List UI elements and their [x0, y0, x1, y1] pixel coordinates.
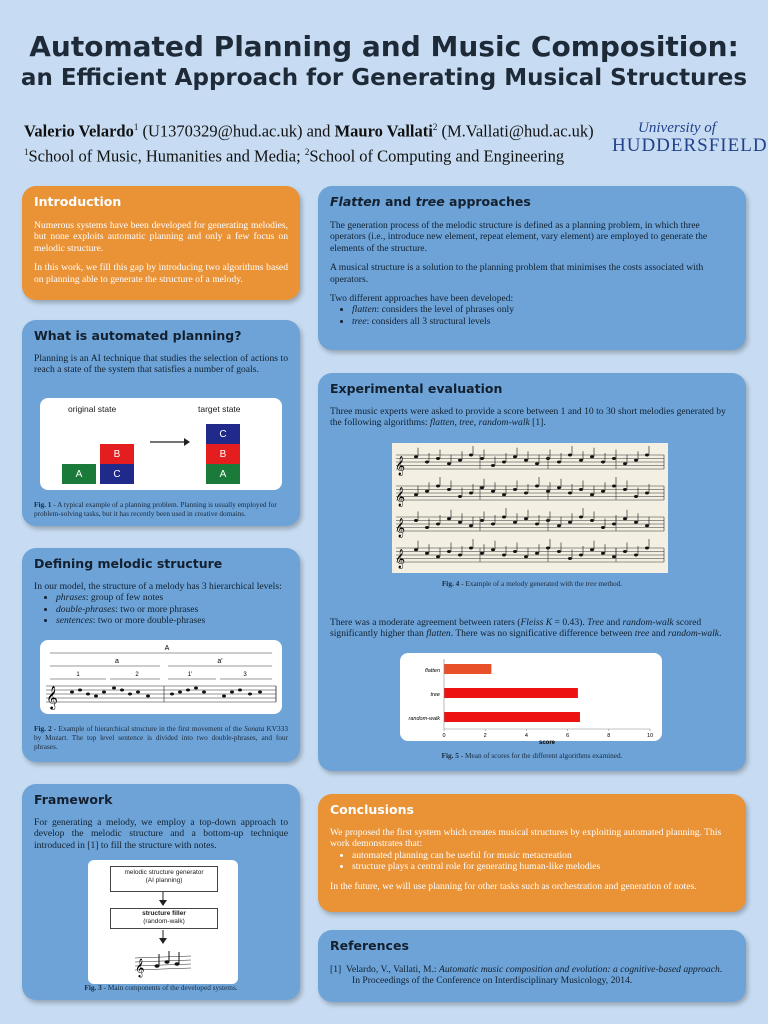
approaches-panel: [318, 186, 746, 350]
author-1: Valerio Velardo: [24, 121, 134, 141]
note: [414, 519, 418, 522]
note: [513, 550, 517, 553]
note: [524, 459, 528, 462]
note: [425, 526, 429, 529]
conclusions-p2: In the future, we will use planning for other tasks such as orchestration and generation of notes.: [330, 880, 697, 892]
list-item: • double-phrases: two or more phrases: [56, 604, 288, 615]
framework-box-filler: structure filler (random-walk): [110, 908, 218, 929]
treble-clef-icon: 𝄞: [395, 456, 406, 476]
note: [414, 455, 418, 458]
note: [458, 521, 462, 524]
note: [590, 548, 594, 551]
note: [480, 457, 484, 460]
approaches-body: [330, 220, 734, 327]
introduction-body: [34, 220, 288, 293]
references-heading: References: [330, 938, 409, 953]
fig2-label-double-a: a: [115, 658, 119, 665]
note: [535, 485, 539, 488]
bar-label: random-walk: [408, 716, 440, 722]
note: [579, 459, 583, 462]
fig2-label-double-a2: a': [217, 658, 223, 665]
note: [447, 462, 451, 465]
poster-subtitle: an Efficient Approach for Generating Musical Structures: [20, 65, 748, 91]
note: [568, 492, 572, 495]
planning-panel: [22, 320, 300, 526]
note: [458, 459, 462, 462]
note: [579, 488, 583, 491]
note: [524, 555, 528, 558]
fig1-target-label: target state: [198, 404, 241, 414]
melodic-body: [34, 581, 288, 627]
note: [623, 550, 627, 553]
note: [524, 492, 528, 495]
planning-body: [34, 353, 288, 384]
music-notes-icon: [133, 948, 193, 978]
fig1-caption: Fig. 1 - A typical example of a planning problem. Planning is usually employed for problem-solving tasks, but it has recently been used in creative domains.: [34, 500, 277, 518]
note: [645, 454, 649, 457]
approaches-p1: The generation process of the melodic structure is defined as a planning problem, in which three operators (i.e., introduce new element, repeat element, vary element) are employed to generate the elements of the structure.: [330, 220, 708, 254]
conclusions-heading: Conclusions: [330, 802, 414, 817]
fig1-block-c-original: C: [100, 464, 134, 484]
note: [524, 517, 528, 520]
x-tick-label: 4: [524, 733, 528, 739]
fig4-score-svg: [392, 443, 668, 573]
note: [590, 455, 594, 458]
note: [513, 488, 517, 491]
note: [623, 488, 627, 491]
melodic-heading: Defining melodic structure: [34, 556, 223, 571]
fig3-framework-diagram: [88, 860, 238, 984]
treble-clef-icon: 𝄞: [395, 518, 406, 538]
note: [590, 493, 594, 496]
introduction-heading: Introduction: [34, 194, 122, 209]
note: [502, 516, 506, 519]
affiliations-line: $^1$School of Music, Humanities and Media; $^2$School of Computing and Engineering: [24, 146, 565, 165]
note: [491, 523, 495, 526]
note: [480, 519, 484, 522]
list-item: • automated planning can be useful for music metacreation: [352, 850, 734, 861]
note: [612, 555, 616, 558]
note: [645, 547, 649, 550]
note: [634, 521, 638, 524]
note: [502, 461, 506, 464]
staff: [395, 508, 664, 538]
staff: [395, 477, 664, 507]
x-tick-label: 6: [566, 733, 570, 739]
fig3-caption: Fig. 3 - Main components of the developed systems.: [84, 983, 238, 992]
conclusions-list: [330, 850, 734, 873]
evaluation-p1: Three music experts were asked to provide a score between 1 and 10 to 30 short melodies generated by the following algorithms: flatten, tree, random-walk [1].: [330, 406, 726, 429]
note: [469, 454, 473, 457]
note: [436, 457, 440, 460]
note: [645, 524, 649, 527]
evaluation-panel: [318, 373, 746, 771]
references-panel: [318, 930, 746, 1002]
introduction-p2: In this work, we fill this gap by introducing two algorithms based on planning able to generate the structure of a melody.: [34, 262, 288, 285]
framework-heading: Framework: [34, 792, 113, 807]
framework-p1: For generating a melody, we employ a top-down approach to develop the melodic structure and a bottom-up technique introduced in [1] to fill the structure with notes.: [34, 817, 288, 851]
x-tick-label: 8: [607, 733, 611, 739]
note: [601, 461, 605, 464]
logo-line-2: HUDDERSFIELD: [612, 135, 768, 156]
note: [557, 486, 561, 489]
approaches-p3: Two different approaches have been developed:: [330, 293, 514, 305]
fig2-staff: [46, 686, 276, 702]
note: [557, 550, 561, 553]
note: [458, 554, 462, 557]
bar-label: flatten: [425, 668, 440, 674]
note: [469, 547, 473, 550]
note: [491, 464, 495, 467]
framework-box-generator: melodic structure generator (AI planning): [110, 866, 218, 892]
fig1-arrow-icon: [150, 436, 190, 448]
note: [623, 462, 627, 465]
note: [568, 454, 572, 457]
planning-p1: Planning is an AI technique that studies the selection of actions to reach a state of the system that satisfies a number of goals.: [34, 353, 288, 376]
x-tick-label: 10: [646, 733, 654, 739]
fig5-caption: Fig. 5 - Mean of scores for the different algorithms examined.: [441, 751, 623, 760]
author-1-email: (U1370329@hud.ac.uk) and: [138, 121, 335, 141]
bar-label: tree: [430, 692, 440, 698]
note: [425, 490, 429, 493]
fig5-score-chart: [400, 653, 662, 746]
note: [469, 492, 473, 495]
svg-text:3: 3: [243, 672, 247, 678]
note: [458, 495, 462, 498]
note: [557, 524, 561, 527]
note: [535, 523, 539, 526]
fig5-chart-svg: [400, 653, 662, 746]
note: [579, 554, 583, 557]
arrow-down-icon: [158, 892, 168, 906]
svg-text:𝄞: 𝄞: [135, 958, 145, 977]
note: [469, 524, 473, 527]
note: [568, 557, 572, 560]
list-item: • flatten: considers the level of phrases only: [352, 304, 734, 315]
fig4-caption: Fig. 4 - Example of a melody generated with the tree method.: [441, 579, 623, 588]
note: [436, 485, 440, 488]
approaches-heading: Flatten and tree approaches: [330, 194, 531, 209]
note: [480, 552, 484, 555]
note: [436, 555, 440, 558]
note: [425, 552, 429, 555]
note: [623, 517, 627, 520]
x-tick-label: 2: [483, 733, 487, 739]
introduction-p1: Numerous systems have been developed for generating melodies, but none exploits automatic planning and only a few focus on melodic structure.: [34, 220, 288, 254]
x-tick-label: 0: [442, 733, 446, 739]
melodic-structure-panel: [22, 548, 300, 762]
fig1-block-a-original: A: [62, 464, 96, 484]
note: [447, 517, 451, 520]
fig1-block-c-target: C: [206, 424, 240, 444]
fig2-score-svg: [40, 640, 282, 714]
note: [480, 486, 484, 489]
treble-clef-icon: 𝄞: [395, 549, 406, 569]
note: [601, 552, 605, 555]
note: [634, 554, 638, 557]
note: [590, 519, 594, 522]
list-item: • tree: considers all 3 structural levels: [352, 316, 734, 327]
reference-item: [1] Velardo, V., Vallati, M.: Automatic music composition and evolution: a cognitive-based approach. In Proceedings of the Conference on Interdisciplinary Musicology, 2014.: [330, 964, 723, 987]
svg-text:1: 1: [76, 672, 80, 678]
note: [447, 550, 451, 553]
note: [557, 461, 561, 464]
treble-clef-icon: 𝄞: [46, 685, 58, 709]
note: [502, 493, 506, 496]
melodic-intro: In our model, the structure of a melody has 3 hierarchical levels:: [34, 581, 282, 592]
note: [535, 552, 539, 555]
note: [535, 462, 539, 465]
affiliation-1: School of Music, Humanities and Media;: [28, 146, 305, 165]
x-axis-label: score: [538, 740, 556, 746]
fig2-caption: Fig. 2 - Example of hierarchical structure in the first movement of the Sonata KV333 by Mozart. The top level sentence is divided into two double-phrases, and four phrases.: [34, 724, 289, 751]
note: [447, 488, 451, 491]
fig2-label-sentence: A: [164, 645, 170, 652]
list-item: • sentences: two or more double-phrases: [56, 615, 288, 626]
note: [601, 490, 605, 493]
bar: [444, 688, 578, 698]
note: [436, 523, 440, 526]
staff: [395, 446, 664, 476]
bar: [444, 664, 491, 674]
bar: [444, 712, 580, 722]
planning-heading: What is automated planning?: [34, 328, 242, 343]
note: [491, 548, 495, 551]
note: [513, 455, 517, 458]
fig2-notes: [70, 687, 262, 698]
list-item: • structure plays a central role for generating human-like melodies: [352, 861, 734, 872]
treble-clef-icon: 𝄞: [395, 487, 406, 507]
affiliation-2: School of Computing and Engineering: [309, 146, 565, 165]
logo-line-1: University of: [638, 120, 716, 136]
approaches-list: [330, 304, 734, 327]
note: [601, 526, 605, 529]
note: [634, 459, 638, 462]
svg-text:2: 2: [135, 672, 139, 678]
fig1-block-a-target: A: [206, 464, 240, 484]
note: [425, 461, 429, 464]
framework-body: [34, 817, 288, 859]
fig1-planning-diagram: [40, 398, 282, 490]
note: [612, 457, 616, 460]
authors-line: Valerio Velardo$^1$ (U1370329@hud.ac.uk) and Mauro Vallati$^2$ (M.Vallati@hud.ac.uk): [24, 121, 594, 141]
approaches-p2: A musical structure is a solution to the planning problem that minimises the costs associated with operators.: [330, 262, 704, 285]
university-logo: [612, 120, 768, 156]
authors-block: [24, 117, 594, 166]
note: [491, 490, 495, 493]
fig1-block-b-original: B: [100, 444, 134, 464]
note: [645, 492, 649, 495]
note: [634, 495, 638, 498]
conclusions-body: [330, 827, 734, 892]
fig4-melody-score: [392, 443, 668, 573]
note: [513, 521, 517, 524]
fig1-block-b-target: B: [206, 444, 240, 464]
fig2-melody-structure: [40, 640, 282, 714]
note: [568, 521, 572, 524]
staff: [395, 539, 664, 569]
note: [414, 493, 418, 496]
introduction-panel: [22, 186, 300, 300]
author-2: Mauro Vallati: [334, 121, 433, 141]
poster-title: Automated Planning and Music Composition:: [29, 30, 739, 63]
fig1-original-label: original state: [68, 404, 117, 414]
note: [414, 548, 418, 551]
framework-panel: [22, 784, 300, 1000]
evaluation-p2: There was a moderate agreement between raters (Fleiss K = 0.43). Tree and random-walk scored significantly higher than flatten. There was no significative difference between tree and random-walk.: [330, 617, 722, 640]
note: [612, 523, 616, 526]
author-2-email: (M.Vallati@hud.ac.uk): [437, 121, 594, 141]
note: [579, 516, 583, 519]
svg-text:1': 1': [187, 672, 193, 678]
evaluation-heading: Experimental evaluation: [330, 381, 503, 396]
arrow-down-icon: [158, 930, 168, 944]
note: [502, 554, 506, 557]
conclusions-panel: [318, 794, 746, 912]
melodic-levels-list: [34, 592, 288, 626]
note: [612, 485, 616, 488]
list-item: • phrases: group of few notes: [56, 592, 288, 603]
conclusions-p1: We proposed the first system which creates musical structures by exploiting automated planning. This work demonstrates that:: [330, 827, 722, 850]
